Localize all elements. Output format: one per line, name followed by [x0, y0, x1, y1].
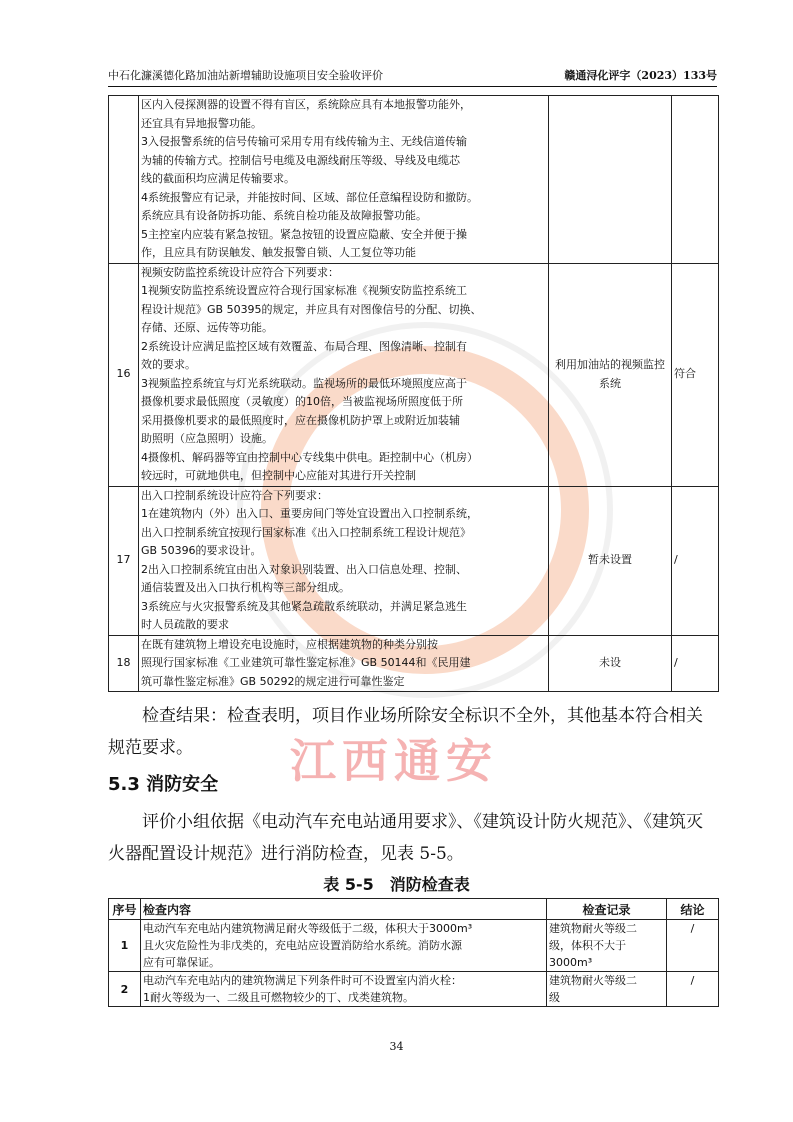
content-line: 照现行国家标准《工业建筑可靠性鉴定标准》GB 50144和《民用建: [141, 656, 471, 669]
content-line: 通信装置及出入口执行机构等三部分组成。: [141, 581, 350, 594]
check-record-cell: 未设: [549, 635, 672, 692]
content-line: 5主控室内应装有紧急按钮。紧急按钮的设置应隐蔽、安全并便于操: [141, 227, 467, 241]
check-content-cell: [141, 920, 547, 972]
check-content-cell: [139, 263, 549, 486]
table-row: [109, 96, 719, 264]
page-header: [108, 64, 717, 87]
section-heading: 5.3 消防安全: [108, 774, 219, 795]
check-record-cell: [547, 972, 667, 1007]
content-line: 电动汽车充电站内建筑物满足耐火等级低于二级，体积大于3000m³: [143, 922, 473, 935]
content-line: 视频安防监控系统设计应符合下列要求：: [141, 265, 339, 279]
content-line: 3系统应与火灾报警系统及其他紧急疏散系统联动，并满足紧急逃生: [141, 599, 467, 613]
check-content-cell: [139, 96, 549, 264]
header-content: 检查内容: [141, 899, 547, 920]
table-row: [109, 920, 719, 972]
table-row: [109, 486, 719, 635]
content-line: 还宜具有异地报警功能。: [141, 116, 262, 130]
row-number: [109, 96, 139, 264]
header-record: 检查记录: [547, 899, 667, 920]
table-row: [109, 972, 719, 1007]
content-line: 助照明（应急照明）设施。: [141, 432, 273, 445]
header-num: 序号: [109, 899, 141, 920]
content-line: 时人员疏散的要求: [141, 618, 229, 631]
header-report-number: 赣通浔化评字（2023）133号: [564, 69, 717, 82]
content-line: 2出入口控制系统宜由出入对象识别装置、出入口信息处理、控制、: [141, 562, 467, 576]
content-line: 区内入侵探测器的设置不得有盲区，系统除应具有本地报警功能外，: [141, 98, 471, 111]
record-line: 建筑物耐火等级二: [549, 922, 637, 935]
record-line: 级，体积不大于: [549, 939, 626, 952]
content-line: 作，且应具有防误触发、触发报警自锁、人工复位等功能: [141, 246, 416, 259]
header-project-title: 中石化濂溪德化路加油站新增辅助设施项目安全验收评价: [108, 69, 383, 82]
check-content-cell: [139, 635, 549, 692]
content-line: 4摄像机、解码器等宜由控制中心专线集中供电。距控制中心（机房）: [141, 450, 478, 464]
conclusion-cell: /: [672, 486, 719, 635]
table-row: [109, 263, 719, 486]
check-content-cell: [139, 486, 549, 635]
content-line: 摄像机要求最低照度（灵敏度）的10倍，当被监视场所照度低于所: [141, 395, 463, 408]
content-line: 效的要求。: [141, 358, 196, 371]
conclusion-cell: 符合: [672, 263, 719, 486]
page-number: 34: [389, 1040, 404, 1053]
check-content-cell: [141, 972, 547, 1007]
conclusion-cell: /: [667, 920, 719, 972]
content-line: 4系统报警应有记录，并能按时间、区域、部位任意编程设防和撤防。: [141, 190, 478, 204]
content-line: 采用摄像机要求的最低照度时，应在摄像机防护罩上或附近加装辅: [141, 413, 460, 427]
record-line: 3000m³: [549, 956, 593, 969]
header-result: 结论: [667, 899, 719, 920]
conclusion-cell: [672, 96, 719, 264]
content-line: 存储、还原、远传等功能。: [141, 321, 273, 334]
check-record-cell: 利用加油站的视频监控系统: [549, 263, 672, 486]
conclusion-cell: /: [667, 972, 719, 1007]
conclusion-cell: /: [672, 635, 719, 692]
content-line: 1耐火等级为一、二级且可燃物较少的丁、戊类建筑物。: [143, 991, 414, 1004]
row-number: 2: [109, 972, 141, 1007]
check-record-cell: [547, 920, 667, 972]
row-number: 1: [109, 920, 141, 972]
row-number: 18: [109, 635, 139, 692]
content-line: 出入口控制系统宜按现行国家标准《出入口控制系统工程设计规范》: [141, 525, 471, 539]
content-line: 程设计规范》GB 50395的规定，并应具有对图像信号的分配、切换、: [141, 302, 482, 316]
content-line: 1在建筑物内（外）出入口、重要房间门等处宜设置出入口控制系统，: [141, 507, 478, 520]
content-line: GB 50396的要求设计。: [141, 544, 262, 557]
fire-safety-check-table: [108, 898, 719, 1007]
content-line: 线的截面积均应满足传输要求。: [141, 172, 295, 185]
record-line: 级: [549, 991, 560, 1004]
record-line: 建筑物耐火等级二: [549, 974, 637, 987]
row-number: 16: [109, 263, 139, 486]
security-check-table-continued: [108, 95, 719, 692]
content-line: 系统应具有设备防拆功能、系统自检功能及故障报警功能。: [141, 209, 427, 222]
content-line: 筑可靠性鉴定标准》GB 50292的规定进行可靠性鉴定: [141, 674, 405, 688]
check-record-cell: 暂未设置: [549, 486, 672, 635]
content-line: 1视频安防监控系统设置应符合现行国家标准《视频安防监控系统工: [141, 284, 467, 297]
watermark-text: 江西通安: [290, 734, 498, 788]
row-number: 17: [109, 486, 139, 635]
content-line: 2系统设计应满足监控区域有效覆盖、布局合理、图像清晰、控制有: [141, 339, 467, 353]
fire-check-basis-paragraph: 评价小组依据《电动汽车充电站通用要求》、《建筑设计防火规范》、《建筑灭火器配置设计规范》进行消防检查，见表 5-5。: [108, 812, 703, 864]
content-line: 3入侵报警系统的信号传输可采用专用有线传输为主、无线信道传输: [141, 135, 467, 148]
content-line: 应有可靠保证。: [143, 956, 220, 969]
content-line: 3视频监控系统宜与灯光系统联动。监视场所的最低环境照度应高于: [141, 376, 467, 390]
table-row: [109, 635, 719, 692]
content-line: 出入口控制系统设计应符合下列要求：: [141, 488, 328, 502]
content-line: 在既有建筑物上增设充电设施时，应根据建筑物的种类分别按: [141, 637, 438, 651]
check-result-paragraph: 检查结果：检查表明，项目作业场所除安全标识不全外，其他基本符合相关规范要求。: [108, 706, 703, 758]
content-line: 较远时，可就地供电，但控制中心应能对其进行开关控制: [141, 469, 416, 482]
content-line: 为辅的传输方式。控制信号电缆及电源线耐压等级、导线及电缆芯: [141, 153, 460, 167]
table-header-row: [109, 899, 719, 920]
content-line: 且火灾危险性为非戊类的，充电站应设置消防给水系统。消防水源: [143, 939, 462, 952]
table-caption: 表 5-5 消防检查表: [323, 875, 470, 894]
content-line: 电动汽车充电站内的建筑物满足下列条件时可不设置室内消火栓：: [143, 974, 462, 987]
check-record-cell: [549, 96, 672, 264]
